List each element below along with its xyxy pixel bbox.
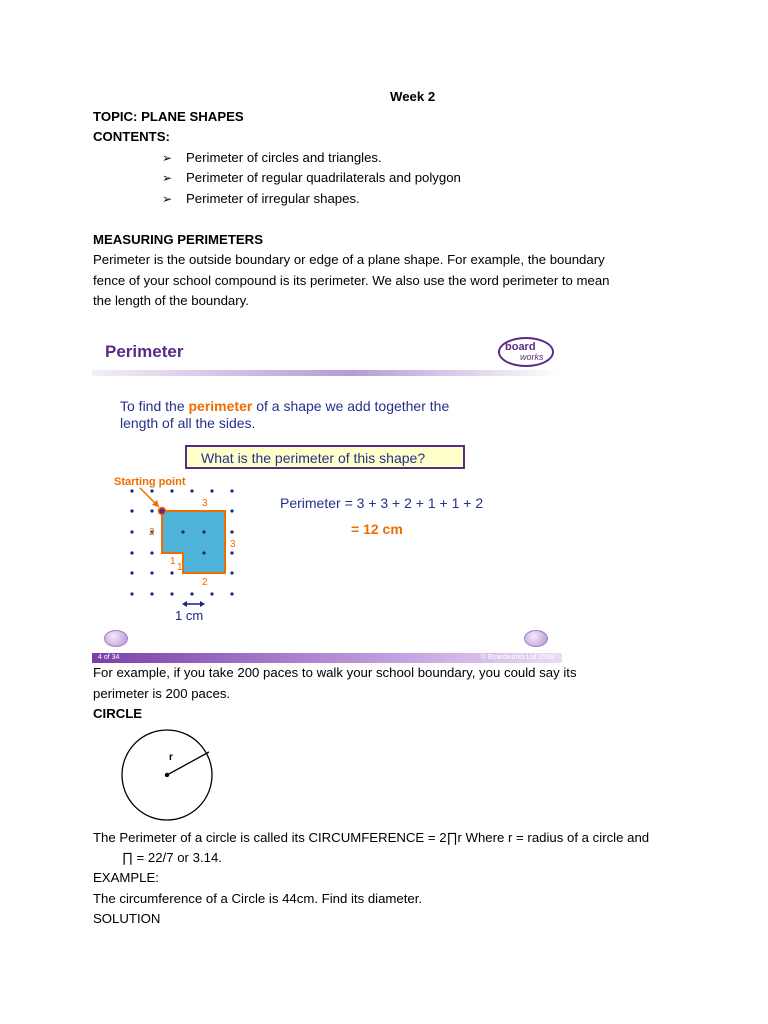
grid-dot xyxy=(130,571,133,574)
grid-dot xyxy=(181,530,184,533)
measuring-heading: MEASURING PERIMETERS xyxy=(93,232,263,247)
grid-dot xyxy=(170,592,173,595)
slide-copyright: © Boardworks Ltd 2008 xyxy=(480,654,554,661)
paragraph-line: the length of the boundary. xyxy=(93,293,249,308)
grid-dot xyxy=(150,571,153,574)
arrow-bullet-icon: ➢ xyxy=(162,171,173,185)
paragraph-line: Perimeter is the outside boundary or edge of a plane shape. For example, the boundary xyxy=(93,252,605,267)
grid-dot xyxy=(190,592,193,595)
grid-dot xyxy=(230,592,233,595)
grid-dot xyxy=(230,551,233,554)
paragraph-line: For example, if you take 200 paces to walk your school boundary, you could say its xyxy=(93,665,577,680)
contents-item: Perimeter of circles and triangles. xyxy=(186,150,382,165)
example-label: EXAMPLE: xyxy=(93,870,159,885)
perimeter-result: = 12 cm xyxy=(351,521,403,537)
radius-line xyxy=(167,752,209,775)
grid-dot xyxy=(130,592,133,595)
arrow-bullet-icon: ➢ xyxy=(162,192,173,206)
unit-label: 1 cm xyxy=(175,608,204,623)
starting-point-label: Starting point xyxy=(114,476,186,488)
perimeter-equation: Perimeter = 3 + 3 + 2 + 1 + 1 + 2 xyxy=(280,495,484,511)
question-box xyxy=(185,445,465,469)
paragraph-line: perimeter is 200 paces. xyxy=(93,686,231,701)
perimeter-slide xyxy=(92,325,562,665)
grid-dot xyxy=(150,509,153,512)
grid-dot xyxy=(130,530,133,533)
grid-dot xyxy=(130,509,133,512)
grid-dot xyxy=(230,489,233,492)
side-label: 2 xyxy=(149,527,155,538)
week-title: Week 2 xyxy=(390,89,436,104)
side-label: 3 xyxy=(202,498,208,509)
side-label: 2 xyxy=(202,577,208,588)
previous-slide-button[interactable] xyxy=(104,630,128,647)
paragraph-line: fence of your school compound is its perimeter. We also use the word perimeter to mean xyxy=(93,273,610,288)
slide-intro-line2: length of all the sides. xyxy=(120,415,256,431)
grid-dot xyxy=(170,571,173,574)
grid-dot xyxy=(230,509,233,512)
grid-dot xyxy=(202,551,205,554)
paragraph-line: ∏ = 22/7 or 3.14. xyxy=(122,850,222,865)
slide-title-rule xyxy=(92,370,562,376)
contents-item: Perimeter of irregular shapes. xyxy=(186,191,360,206)
grid-dot xyxy=(210,592,213,595)
circle-heading: CIRCLE xyxy=(93,706,143,721)
starting-point-marker xyxy=(159,508,166,515)
circle-diagram xyxy=(118,728,218,824)
grid-dot xyxy=(210,489,213,492)
topic-heading: TOPIC: PLANE SHAPES xyxy=(93,109,244,124)
solution-label: SOLUTION xyxy=(93,911,161,926)
paragraph-line: The Perimeter of a circle is called its CIRCUMFERENCE = 2∏r Where r = radius of a circle and xyxy=(93,830,650,845)
arrow-bullet-icon: ➢ xyxy=(162,151,173,165)
grid-dot xyxy=(190,489,193,492)
grid-dot xyxy=(170,489,173,492)
grid-dot xyxy=(150,592,153,595)
slide-intro-line1: To find the perimeter of a shape we add together the xyxy=(120,398,450,414)
grid-dot xyxy=(202,530,205,533)
grid-dot xyxy=(130,551,133,554)
radius-label: r xyxy=(169,752,173,763)
slide-counter: 4 of 34 xyxy=(98,654,120,661)
paragraph-line: The circumference of a Circle is 44cm. Find its diameter. xyxy=(93,891,423,906)
grid-dot xyxy=(150,551,153,554)
grid-dot xyxy=(130,489,133,492)
grid-dot xyxy=(230,530,233,533)
grid-dot xyxy=(230,571,233,574)
boardworks-logo: board works xyxy=(498,337,554,367)
contents-item: Perimeter of regular quadrilaterals and polygon xyxy=(186,170,461,185)
side-label: 1 xyxy=(170,556,176,567)
slide-title: Perimeter xyxy=(105,342,184,361)
side-label: 3 xyxy=(230,539,236,550)
slide-footer-bar xyxy=(92,653,562,663)
question-text: What is the perimeter of this shape? xyxy=(201,450,426,466)
contents-heading: CONTENTS: xyxy=(93,129,170,144)
side-label: 1 xyxy=(177,562,183,573)
next-slide-button[interactable] xyxy=(524,630,548,647)
grid-dot xyxy=(150,489,153,492)
center-dot xyxy=(165,773,169,777)
